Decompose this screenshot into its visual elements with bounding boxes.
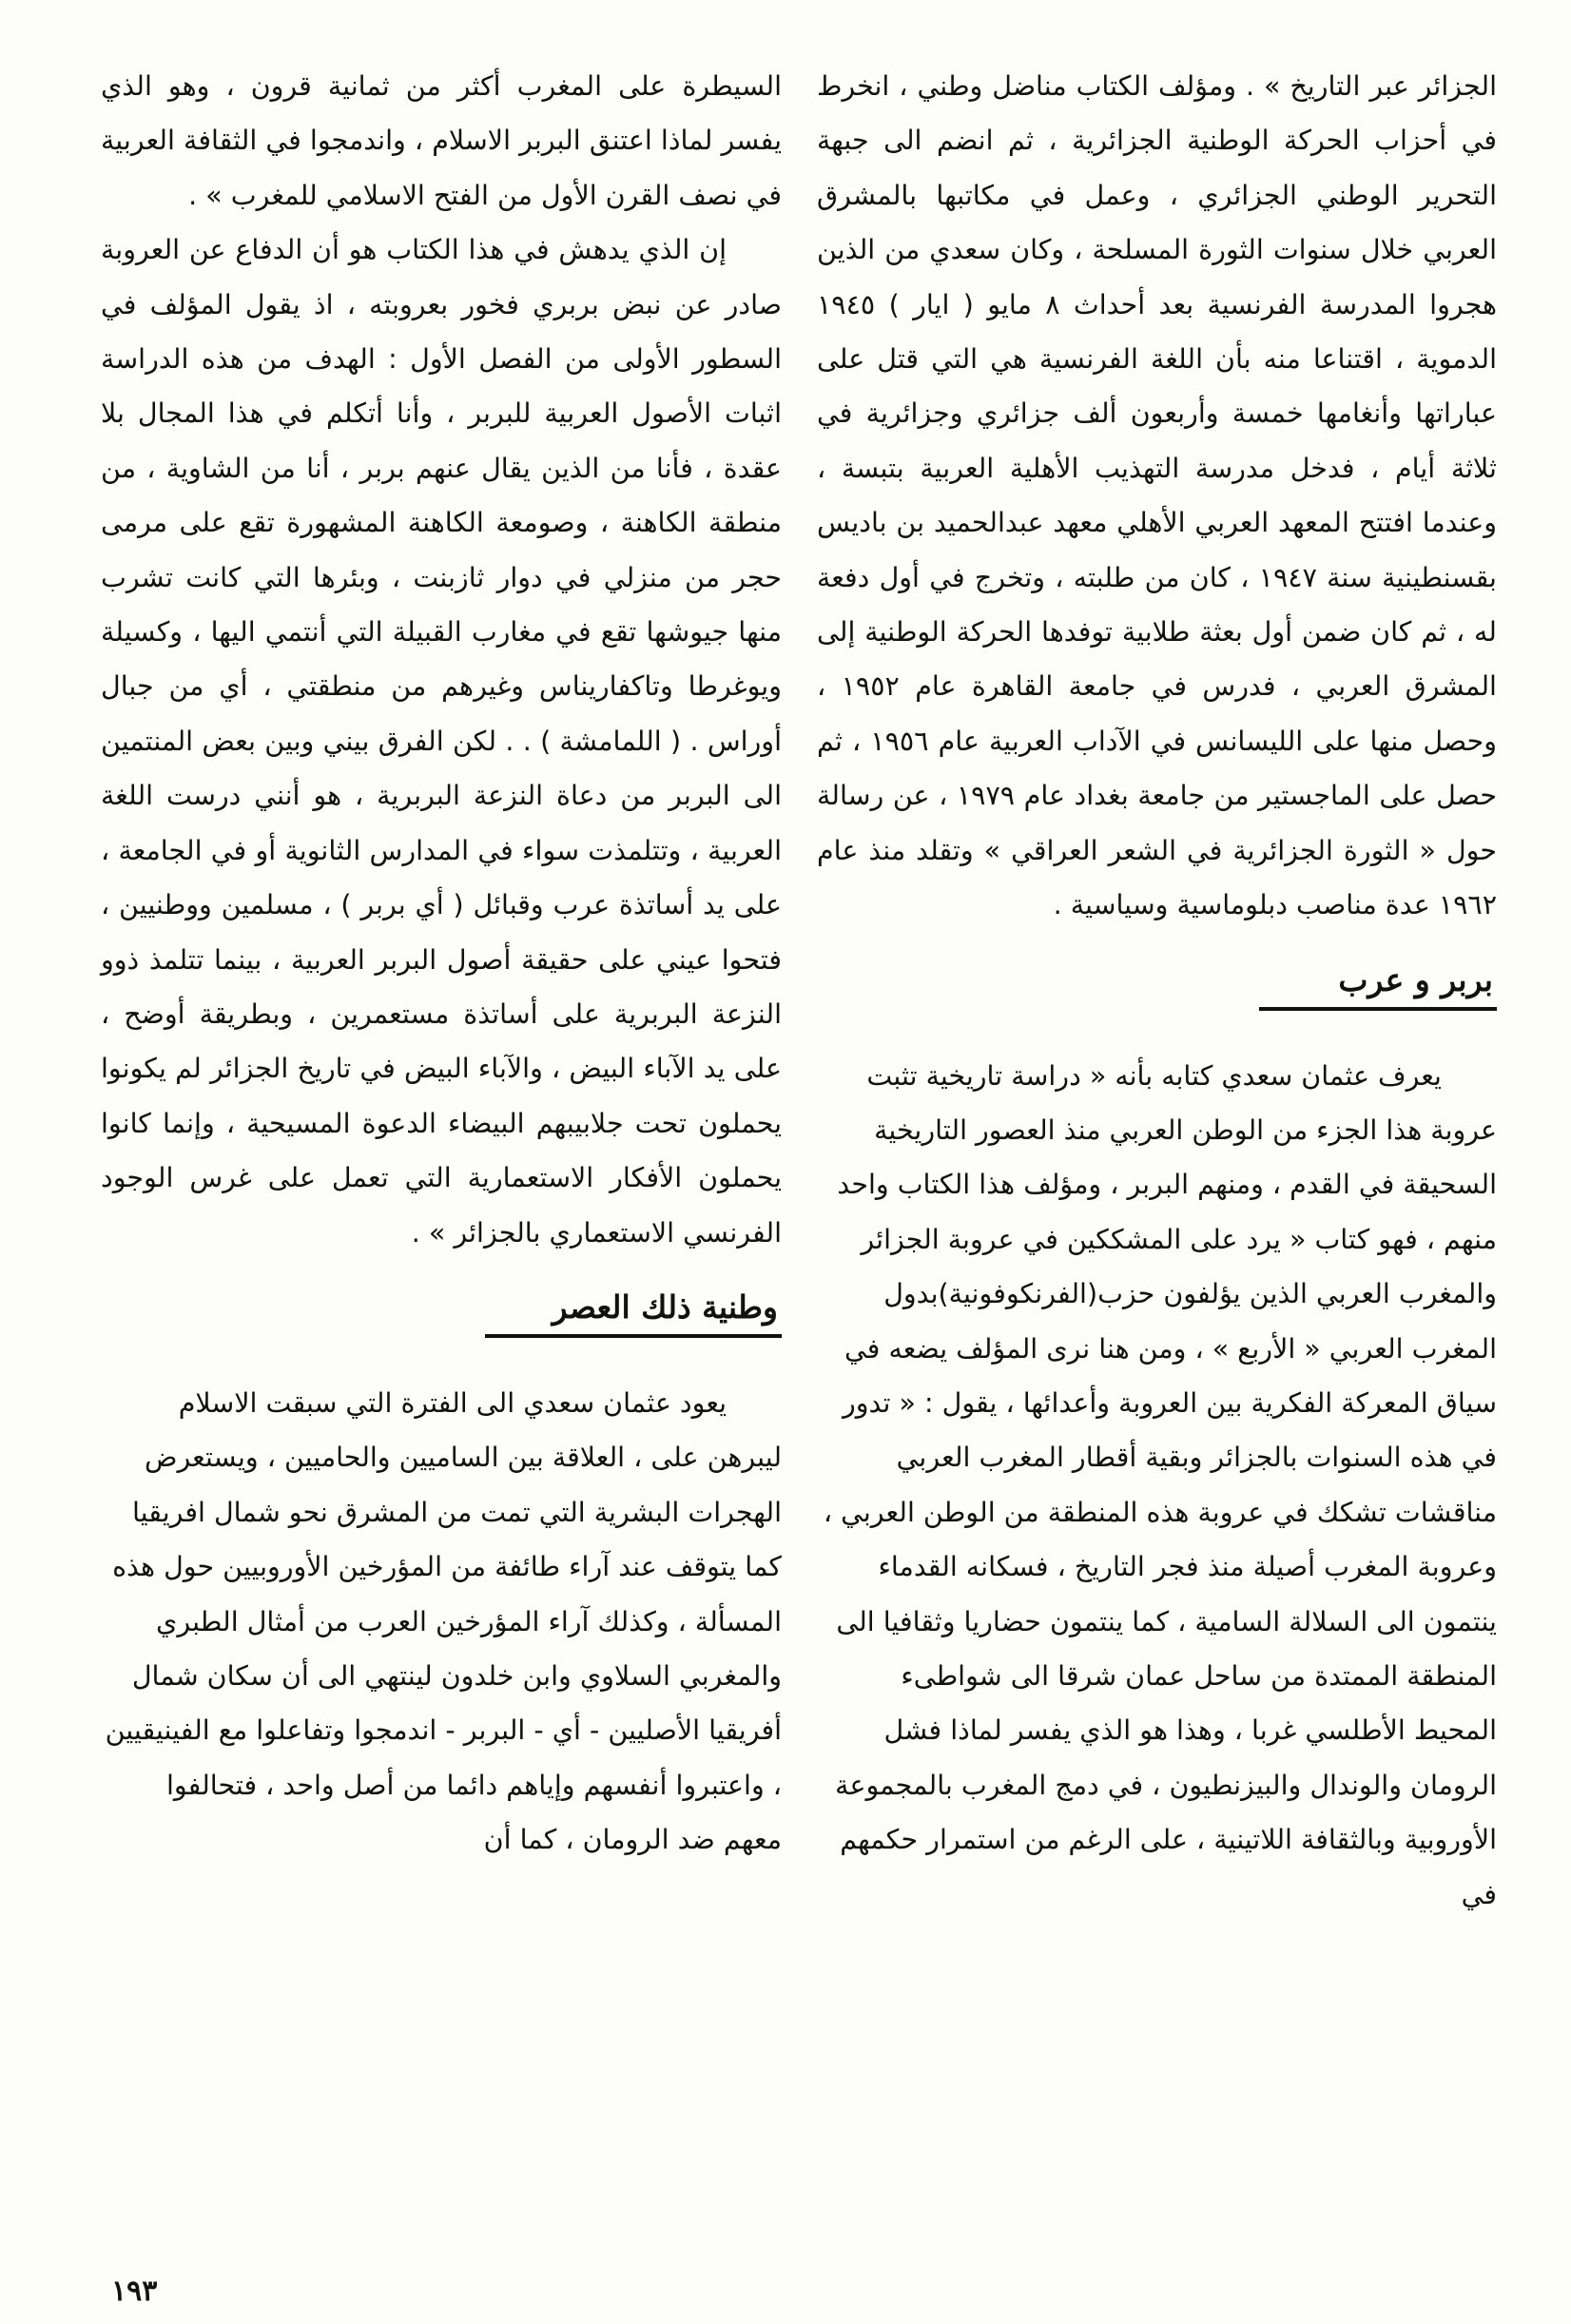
right-text-column — [817, 59, 1497, 1922]
left-paragraph-1: السيطرة على المغرب أكثر من ثمانية قرون ، وهو الذي يفسر لماذا اعتنق البربر الاسلام ، واندمجوا في الثقافة العربية في نصف القرن الأول من الفتح الاسلامي للمغرب » . — [101, 70, 782, 211]
section-heading-berbers-and-arabs: بربر و عرب — [1259, 959, 1497, 1011]
left-paragraph-2: إن الذي يدهش في هذا الكتاب هو أن الدفاع عن العروبة صادر عن نبض بربري فخور بعروبته ، اذ يقول المؤلف في السطور الأولى من الفصل الأول : الهدف من هذه الدراسة اثبات الأصول العربية للبربر ، وأنا أتكلم في هذا المجال بلا عقدة ، فأنا من الذين يقال عنهم بربر ، أنا من الشاوية ، من منطقة الكاهنة ، وصومعة الكاهنة المشهورة تقع على مرمى حجر من منزلي في دوار ثازبنت ، وبئرها التي كانت تشرب منها جيوشها تقع في مغارب القبيلة التي أنتمي اليها ، وكسيلة ويوغرطا وتاكفاريناس وغيرهم من منطقتي ، أي من جبال أوراس . ( اللمامشة ) . . لكن الفرق بيني وبين بعض المنتمين الى البربر من دعاة النزعة البربرية ، هو أنني درست اللغة العربية ، وتتلمذت سواء في المدارس الثانوية أو في الجامعة ، على يد أساتذة عرب وقبائل ( أي بربر ) ، مسلمين ووطنيين ، فتحوا عيني على حقيقة أصول البربر العربية ، بينما تتلمذ ذوو النزعة البربرية على أساتذة مستعمرين ، وبطريقة أوضح ، على يد الآباء البيض ، والآباء البيض في تاريخ الجزائر لم يكونوا يحملون تحت جلابيبهم البيضاء الدعوة المسيحية ، وإنما كانوا يحملون الأفكار الاستعمارية التي تعمل على غرس الوجود الفرنسي الاستعماري بالجزائر » . — [101, 234, 782, 1249]
right-paragraph-1: الجزائر عبر التاريخ » . ومؤلف الكتاب مناضل وطني ، انخرط في أحزاب الحركة الوطنية الجزائرية ، ثم انضم الى جبهة التحرير الوطني الجزائري ، وعمل في مكاتبها بالمشرق العربي خلال سنوات الثورة المسلحة ، وكان سعدي من الذين هجروا المدرسة الفرنسية بعد أحداث ٨ مايو ( ايار ) ١٩٤٥ الدموية ، اقتناعا منه بأن اللغة الفرنسية هي التي قتل على عباراتها وأنغامها خمسة وأربعون ألف جزائري وجزائرية في ثلاثة أيام ، فدخل مدرسة التهذيب الأهلية العربية بتبسة ، وعندما افتتح المعهد العربي الأهلي معهد عبدالحميد بن باديس بقسنطينية سنة ١٩٤٧ ، كان من طلبته ، وتخرج في أول دفعة له ، ثم كان ضمن أول بعثة طلابية توفدها الحركة الوطنية إلى المشرق العربي ، فدرس في جامعة القاهرة عام ١٩٥٢ ، وحصل منها على الليسانس في الآداب العربية عام ١٩٥٦ ، ثم حصل على الماجستير من جامعة بغداد عام ١٩٧٩ ، عن رسالة حول « الثورة الجزائرية في الشعر العراقي » وتقلد منذ عام ١٩٦٢ عدة مناصب دبلوماسية وسياسية . — [817, 70, 1498, 921]
left-paragraph-3: يعود عثمان سعدي الى الفترة التي سبقت الاسلام ليبرهن على ، العلاقة بين الساميين والحاميين ، ويستعرض الهجرات البشرية التي تمت من المشرق نحو شمال افريقيا كما يتوقف عند آراء طائفة من المؤرخين الأوروبيين حول هذه المسألة ، وكذلك آراء المؤرخين العرب من أمثال الطبري والمغربي السلاوي وابن خلدون لينتهي الى أن سكان شمال أفريقيا الأصليين - أي - البربر - اندمجوا وتفاعلوا مع الفينيقيين ، واعتبروا أنفسهم وإياهم دائما من أصل واحد ، فتحالفوا معهم ضد الرومان ، كما أن — [105, 1386, 782, 1856]
page-number: ١٩٣ — [111, 2275, 158, 2308]
section-heading-patriotism-of-that-era: وطنية ذلك العصر — [485, 1287, 782, 1338]
left-text-column — [101, 59, 782, 1868]
right-paragraph-2: يعرف عثمان سعدي كتابه بأنه « دراسة تاريخية تثبت عروبة هذا الجزء من الوطن العربي منذ العصور التاريخية السحيقة في القدم ، ومنهم البربر ، ومؤلف هذا الكتاب واحد منهم ، فهو كتاب « يرد على المشككين في عروبة الجزائر والمغرب العربي الذين يؤلفون حزب(الفرنكوفونية)بدول المغرب العربي « الأربع » ، ومن هنا نرى المؤلف يضعه في سياق المعركة الفكرية بين العروبة وأعدائها ، يقول : « تدور في هذه السنوات بالجزائر وبقية أقطار المغرب العربي مناقشات تشكك في عروبة هذه المنطقة من الوطن العربي ، وعروبة المغرب أصيلة منذ فجر التاريخ ، فسكانه القدماء ينتمون الى السلالة السامية ، كما ينتمون حضاريا وثقافيا الى المنطقة الممتدة من ساحل عمان شرقا الى شواطىء المحيط الأطلسي غربا ، وهذا هو الذي يفسر لماذا فشل الرومان والوندال والبيزنطيون ، في دمج المغرب بالمجموعة الأوروبية وبالثقافة اللاتينية ، على الرغم من استمرار حكمهم في — [823, 1059, 1497, 1910]
